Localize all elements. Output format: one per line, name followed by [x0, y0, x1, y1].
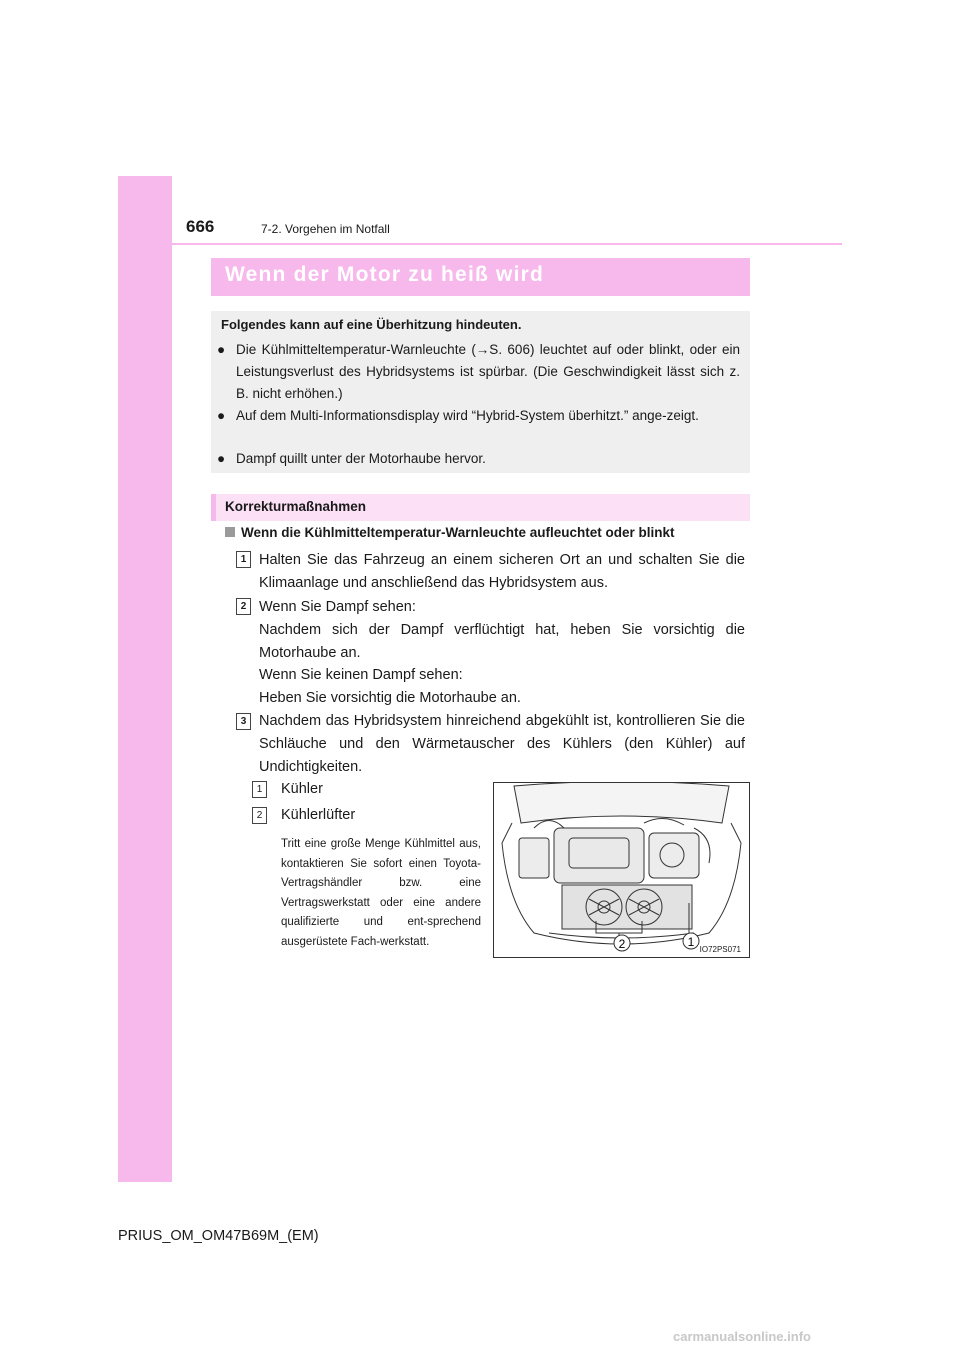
- footer-doc-id: PRIUS_OM_OM47B69M_(EM): [118, 1228, 319, 1244]
- bullet-icon: ●: [217, 408, 226, 423]
- bullet-text: Die Kühlmitteltemperatur-Warnleuchte (→S. 606) leuchtet auf oder blinkt, oder ein Leistungsverlust des Hybridsystems ist spürbar. (Die Geschwindigkeit lässt sich z. B. nicht erhöhen.): [236, 342, 740, 401]
- title-bar: [211, 258, 750, 296]
- step-text: Wenn Sie keinen Dampf sehen:: [259, 667, 463, 683]
- subheading-bar: [211, 494, 750, 521]
- info-bullet: [217, 339, 740, 405]
- callout-2-text: 2: [618, 937, 626, 951]
- page-title: Wenn der Motor zu heiß wird: [225, 263, 545, 286]
- step-number: 3: [236, 713, 251, 730]
- info-bullet: [217, 405, 740, 427]
- chapter-side-tab: [118, 176, 172, 1182]
- step-number: 1: [236, 551, 251, 568]
- bullet-icon: ●: [217, 451, 226, 466]
- engine-bay-drawing: [494, 783, 749, 957]
- header-rule: [172, 243, 842, 245]
- callout-number: 1: [252, 781, 267, 798]
- condition-heading: [225, 525, 675, 540]
- info-box: [211, 311, 750, 473]
- condition-heading-text: Wenn die Kühlmitteltemperatur-Warnleuchte aufleuchtet oder blinkt: [241, 525, 675, 540]
- square-bullet-icon: [225, 527, 235, 537]
- step-text: Nachdem das Hybridsystem hinreichend abgekühlt ist, kontrollieren Sie die Schläuche und den Wärmetauscher des Kühlers (den Kühler) auf Undichtigkeiten.: [259, 713, 745, 775]
- subheading: Korrekturmaßnahmen: [225, 499, 367, 514]
- step-text: Wenn Sie Dampf sehen:: [259, 599, 416, 615]
- info-bullet: [217, 448, 740, 470]
- callout-label: Kühlerlüfter: [281, 807, 356, 823]
- watermark: carmanualsonline.info: [673, 1329, 811, 1344]
- page-number: 666: [186, 217, 215, 236]
- bullet-icon: ●: [217, 342, 226, 357]
- bullet-text: Dampf quillt unter der Motorhaube hervor.: [236, 451, 486, 466]
- callout-number: 2: [252, 807, 267, 824]
- engine-bay-illustration: [493, 782, 750, 958]
- info-heading: Folgendes kann auf eine Überhitzung hindeuten.: [221, 317, 522, 332]
- bullet-text: Auf dem Multi-Informationsdisplay wird “Hybrid-System überhitzt.” ange-zeigt.: [236, 408, 699, 423]
- note-text: Tritt eine große Menge Kühlmittel aus, kontaktieren Sie sofort einen Toyota-Vertragshändler bzw. eine Vertragswerkstatt oder eine andere qualifizierte und ent-sprechend ausgerüstete Fach-werkstatt.: [281, 838, 481, 948]
- callout-1-text: 1: [687, 935, 695, 949]
- step-number: 2: [236, 598, 251, 615]
- section-title: 7-2. Vorgehen im Notfall: [261, 222, 390, 236]
- figure-code: IO72PS071: [699, 945, 741, 954]
- callout-label: Kühler: [281, 781, 323, 797]
- step-text: Heben Sie vorsichtig die Motorhaube an.: [259, 690, 521, 706]
- step-text: Nachdem sich der Dampf verflüchtigt hat, heben Sie vorsichtig die Motorhaube an.: [259, 622, 745, 661]
- step-text: Halten Sie das Fahrzeug an einem sicheren Ort an und schalten Sie die Klimaanlage und anschließend das Hybridsystem aus.: [259, 552, 745, 591]
